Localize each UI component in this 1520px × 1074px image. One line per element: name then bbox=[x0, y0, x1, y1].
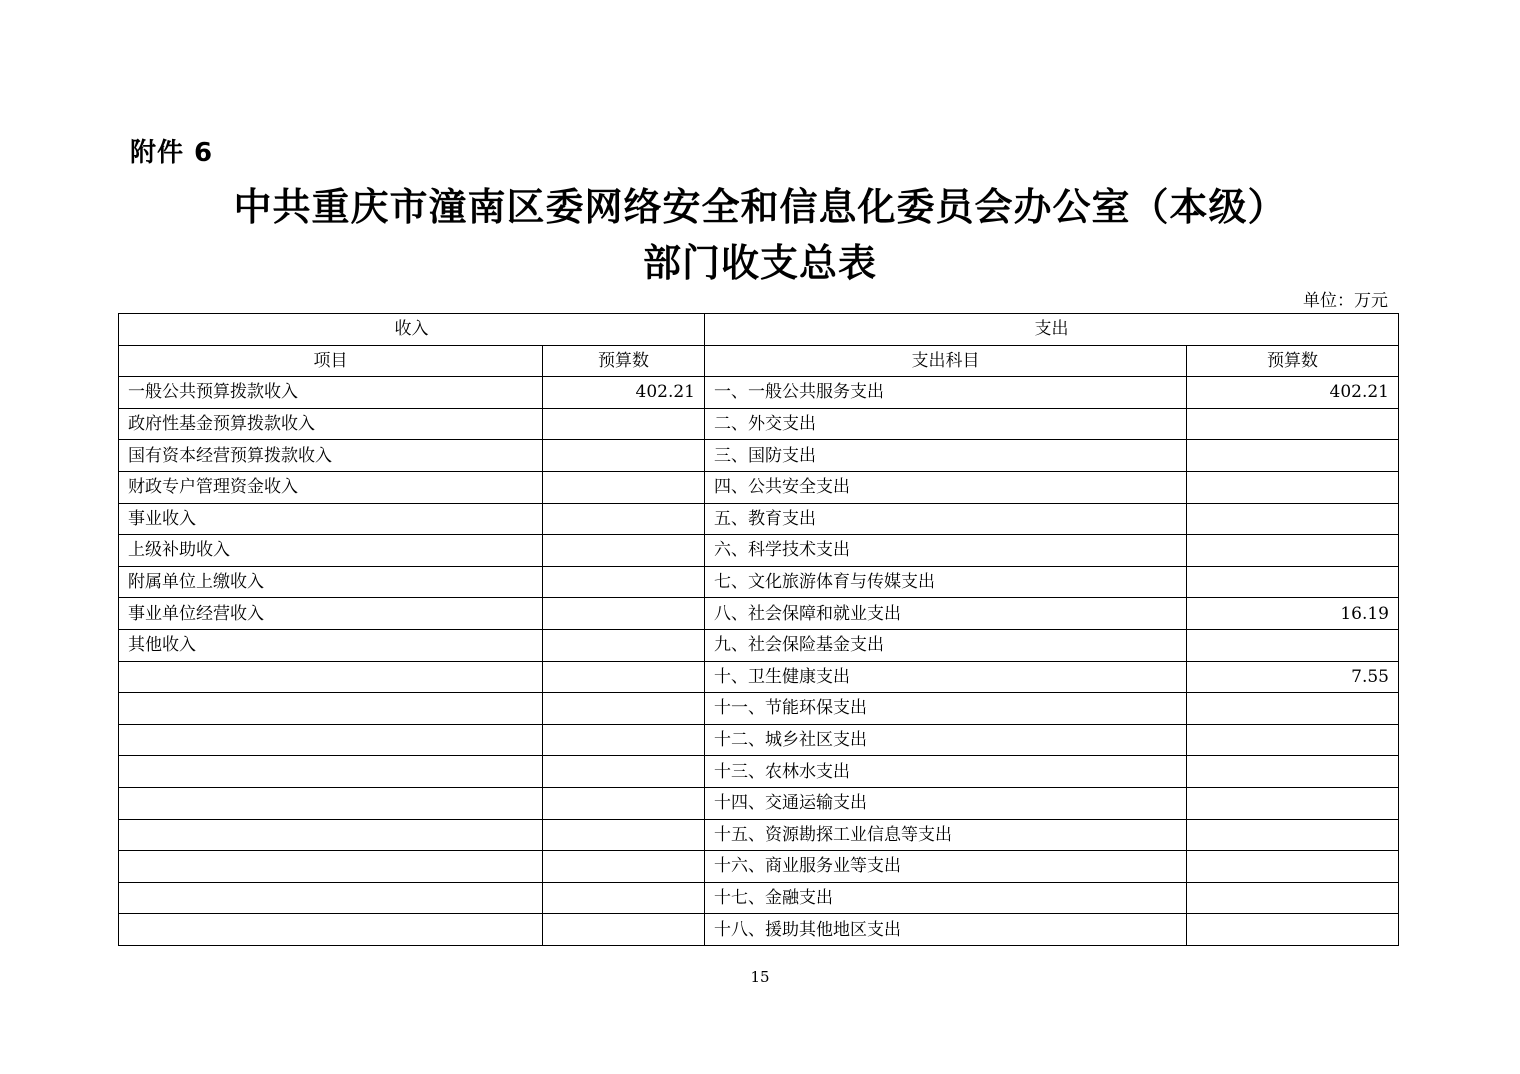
income-value-cell bbox=[543, 440, 705, 472]
expense-item-cell: 五、教育支出 bbox=[705, 503, 1187, 535]
income-item-cell: 财政专户管理资金收入 bbox=[119, 471, 543, 503]
income-item-cell bbox=[119, 724, 543, 756]
income-item-cell: 一般公共预算拨款收入 bbox=[119, 377, 543, 409]
expense-value-cell bbox=[1187, 724, 1399, 756]
income-item-cell bbox=[119, 787, 543, 819]
expense-value-cell bbox=[1187, 629, 1399, 661]
table-row bbox=[119, 882, 1399, 914]
expense-item-cell: 九、社会保险基金支出 bbox=[705, 629, 1187, 661]
expense-value-cell bbox=[1187, 503, 1399, 535]
income-value-cell bbox=[543, 819, 705, 851]
expense-value-cell bbox=[1187, 882, 1399, 914]
expense-item-cell: 八、社会保障和就业支出 bbox=[705, 598, 1187, 630]
income-item-cell: 上级补助收入 bbox=[119, 535, 543, 567]
income-value-cell: 402.21 bbox=[543, 377, 705, 409]
table-row bbox=[119, 693, 1399, 725]
page-number: 15 bbox=[750, 968, 770, 986]
income-item-cell: 国有资本经营预算拨款收入 bbox=[119, 440, 543, 472]
expense-header: 支出 bbox=[705, 314, 1399, 346]
income-header: 收入 bbox=[119, 314, 705, 346]
expense-item-cell: 十七、金融支出 bbox=[705, 882, 1187, 914]
income-item-cell bbox=[119, 661, 543, 693]
income-value-cell bbox=[543, 787, 705, 819]
income-value-cell bbox=[543, 882, 705, 914]
expense-value-cell bbox=[1187, 914, 1399, 946]
document-subtitle: 部门收支总表 bbox=[642, 241, 877, 285]
income-value-cell bbox=[543, 661, 705, 693]
expense-item-cell: 十一、节能环保支出 bbox=[705, 693, 1187, 725]
expense-item-cell: 十四、交通运输支出 bbox=[705, 787, 1187, 819]
expense-item-cell: 十二、城乡社区支出 bbox=[705, 724, 1187, 756]
expense-value-cell: 7.55 bbox=[1187, 661, 1399, 693]
income-item-cell bbox=[119, 819, 543, 851]
expense-item-cell: 十八、援助其他地区支出 bbox=[705, 914, 1187, 946]
expense-item-cell: 六、科学技术支出 bbox=[705, 535, 1187, 567]
table-row bbox=[119, 408, 1399, 440]
table-row bbox=[119, 819, 1399, 851]
table-row bbox=[119, 851, 1399, 883]
expense-value-cell bbox=[1187, 471, 1399, 503]
table-group-header-row bbox=[119, 314, 1399, 346]
income-value-cell bbox=[543, 756, 705, 788]
expense-item-cell: 一、一般公共服务支出 bbox=[705, 377, 1187, 409]
income-value-cell bbox=[543, 598, 705, 630]
income-item-cell: 事业单位经营收入 bbox=[119, 598, 543, 630]
income-item-cell bbox=[119, 914, 543, 946]
income-value-cell bbox=[543, 408, 705, 440]
income-item-cell: 其他收入 bbox=[119, 629, 543, 661]
table-row bbox=[119, 503, 1399, 535]
expense-value-cell bbox=[1187, 408, 1399, 440]
table-row bbox=[119, 787, 1399, 819]
income-value-cell bbox=[543, 535, 705, 567]
income-item-cell bbox=[119, 882, 543, 914]
income-value-cell bbox=[543, 503, 705, 535]
income-item-cell bbox=[119, 851, 543, 883]
table-row bbox=[119, 661, 1399, 693]
income-value-cell bbox=[543, 471, 705, 503]
expense-item-cell: 七、文化旅游体育与传媒支出 bbox=[705, 566, 1187, 598]
table-column-header-row bbox=[119, 345, 1399, 377]
income-item-cell bbox=[119, 756, 543, 788]
col-income-budget: 预算数 bbox=[543, 345, 705, 377]
income-value-cell bbox=[543, 693, 705, 725]
income-value-cell bbox=[543, 724, 705, 756]
income-item-cell: 事业收入 bbox=[119, 503, 543, 535]
col-expense-item: 支出科目 bbox=[705, 345, 1187, 377]
table-row bbox=[119, 566, 1399, 598]
col-income-item: 项目 bbox=[119, 345, 543, 377]
table-row bbox=[119, 756, 1399, 788]
expense-value-cell bbox=[1187, 787, 1399, 819]
revenue-expenditure-table bbox=[118, 313, 1399, 946]
attachment-label: 附件 6 bbox=[130, 138, 214, 168]
expense-item-cell: 十五、资源勘探工业信息等支出 bbox=[705, 819, 1187, 851]
table-row bbox=[119, 440, 1399, 472]
income-value-cell bbox=[543, 566, 705, 598]
income-item-cell bbox=[119, 693, 543, 725]
table-row bbox=[119, 471, 1399, 503]
table-row bbox=[119, 377, 1399, 409]
expense-item-cell: 二、外交支出 bbox=[705, 408, 1187, 440]
expense-item-cell: 十六、商业服务业等支出 bbox=[705, 851, 1187, 883]
expense-value-cell: 402.21 bbox=[1187, 377, 1399, 409]
expense-item-cell: 三、国防支出 bbox=[705, 440, 1187, 472]
income-item-cell: 政府性基金预算拨款收入 bbox=[119, 408, 543, 440]
table-row bbox=[119, 598, 1399, 630]
unit-label: 单位：万元 bbox=[1303, 291, 1388, 311]
income-value-cell bbox=[543, 629, 705, 661]
expense-value-cell bbox=[1187, 756, 1399, 788]
expense-item-cell: 十三、农林水支出 bbox=[705, 756, 1187, 788]
table-row bbox=[119, 629, 1399, 661]
income-value-cell bbox=[543, 851, 705, 883]
expense-value-cell bbox=[1187, 440, 1399, 472]
expense-value-cell bbox=[1187, 819, 1399, 851]
expense-item-cell: 四、公共安全支出 bbox=[705, 471, 1187, 503]
income-item-cell: 附属单位上缴收入 bbox=[119, 566, 543, 598]
expense-value-cell bbox=[1187, 535, 1399, 567]
table-row bbox=[119, 914, 1399, 946]
expense-value-cell bbox=[1187, 851, 1399, 883]
expense-value-cell: 16.19 bbox=[1187, 598, 1399, 630]
table-row bbox=[119, 724, 1399, 756]
expense-value-cell bbox=[1187, 566, 1399, 598]
table-row bbox=[119, 535, 1399, 567]
document-title: 中共重庆市潼南区委网络安全和信息化委员会办公室（本级） bbox=[233, 185, 1287, 229]
expense-value-cell bbox=[1187, 693, 1399, 725]
income-value-cell bbox=[543, 914, 705, 946]
expense-item-cell: 十、卫生健康支出 bbox=[705, 661, 1187, 693]
col-expense-budget: 预算数 bbox=[1187, 345, 1399, 377]
